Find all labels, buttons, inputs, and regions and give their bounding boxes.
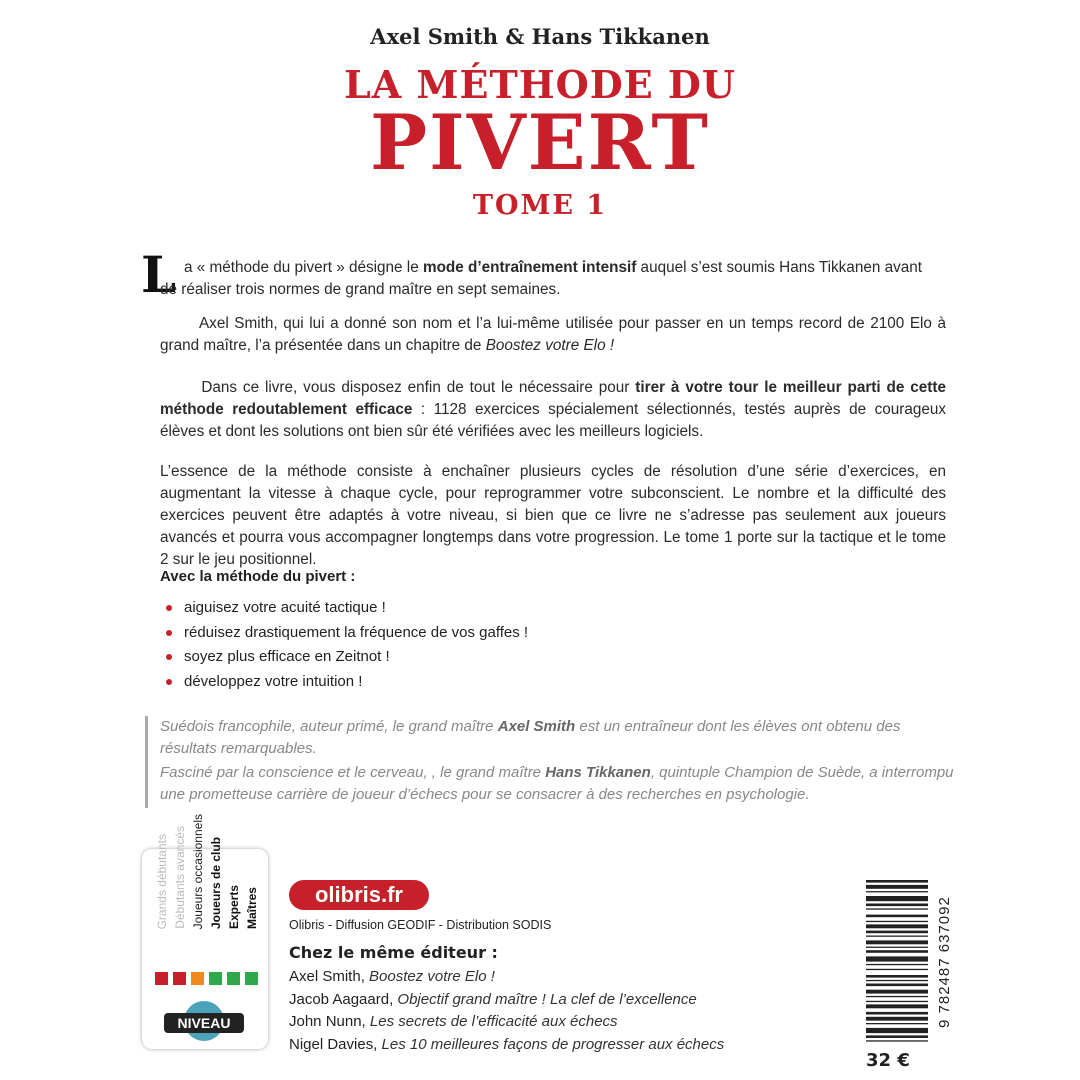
level-square xyxy=(155,972,168,985)
benefits-list xyxy=(160,596,528,694)
text: , quintuple Champion de Suède, a interrompu une prometteuse carrière de joueur d’échecs pour se consacrer à des recherches en psychologie. xyxy=(160,764,954,803)
authors: Axel Smith & Hans Tikkanen xyxy=(370,24,710,49)
level-label: Experts xyxy=(227,884,241,929)
benefits-heading: Avec la méthode du pivert : xyxy=(160,568,356,585)
text: : 1128 exercices spécialement sélectionnés, testés auprès de courageux élèves et dont les solutions ont bien sûr été vérifiées avec les meilleurs logiciels. xyxy=(160,401,946,440)
barcode-bar xyxy=(866,931,928,934)
book-title: Les secrets de l’efficacité aux échecs xyxy=(369,1013,618,1030)
barcode-bar xyxy=(866,980,928,981)
list-item xyxy=(160,596,528,621)
barcode-bar xyxy=(866,908,928,909)
barcode-bar xyxy=(866,1004,928,1008)
barcode-bar xyxy=(866,1012,928,1015)
level-label: Maîtres xyxy=(245,886,259,929)
drop-cap: L xyxy=(141,245,177,304)
level-square xyxy=(191,972,204,985)
distribution: Olibris - Diffusion GEODIF - Distribution SODIS xyxy=(289,918,552,932)
text-bold: tirer à votre tour le meilleur parti de cette méthode redoutablement efficace xyxy=(160,379,947,418)
barcode-bar xyxy=(866,891,928,892)
isbn: 9 782487 637092 xyxy=(936,896,953,1029)
level-label: Joueurs de club xyxy=(209,836,223,929)
author: Nigel Davies, xyxy=(289,1035,378,1053)
barcode-bar xyxy=(866,1035,928,1038)
list-item xyxy=(160,645,528,670)
level-square xyxy=(245,972,258,985)
bullet-icon xyxy=(166,654,172,660)
author: Axel Smith, xyxy=(289,968,365,985)
barcode-bar xyxy=(866,940,928,944)
barcode-bar xyxy=(866,1040,928,1041)
paragraph-3 xyxy=(160,377,946,443)
bullet-icon xyxy=(166,630,172,636)
barcode-bar xyxy=(866,964,928,965)
barcode-bar xyxy=(866,924,928,928)
author-name: Hans Tikkanen xyxy=(545,764,651,781)
title-line-1: LA MÉTHODE DU xyxy=(344,62,736,107)
list-item xyxy=(160,621,528,646)
barcode-bar xyxy=(866,921,928,922)
barcode-bar xyxy=(866,956,928,961)
publisher-site: olibris.fr xyxy=(289,880,429,910)
level-label: Débutants avancés xyxy=(173,826,187,929)
list-item xyxy=(289,1011,724,1034)
text: Fasciné par la conscience et le cerveau, , le grand maître xyxy=(160,764,546,781)
book-title: Boostez votre Elo ! xyxy=(485,337,615,354)
author-bios xyxy=(145,716,960,808)
barcode-bar xyxy=(866,915,928,918)
level-square xyxy=(173,972,186,985)
text: Suédois francophile, auteur primé, le grand maître xyxy=(160,718,498,735)
bio-axel xyxy=(160,716,960,759)
level-label: Grands débutants xyxy=(155,833,169,929)
text: développez votre intuition ! xyxy=(184,672,363,690)
bullet-icon xyxy=(166,679,172,685)
text: Axel Smith, qui lui a donné son nom et l’a lui-même utilisée pour passer en un temps record de 2100 Elo à grand maître, l’a présentée dans un chapitre de xyxy=(160,315,947,354)
related-books xyxy=(289,966,724,1056)
book-title: Boostez votre Elo ! xyxy=(369,968,495,985)
barcode-bar xyxy=(866,990,928,994)
volume: TOME 1 xyxy=(472,190,608,221)
text: a « méthode du pivert » désigne le xyxy=(184,259,423,276)
price: 32 € xyxy=(866,1050,910,1071)
barcode-bar xyxy=(866,1028,928,1033)
author: John Nunn, xyxy=(289,1013,366,1030)
same-publisher-heading: Chez le même éditeur : xyxy=(289,943,498,962)
barcode-bar xyxy=(866,896,928,901)
barcode-bar xyxy=(866,880,928,883)
list-item xyxy=(289,1034,724,1057)
barcode-bar xyxy=(866,936,928,937)
author: Jacob Aagaard, xyxy=(289,990,394,1008)
text: auquel s’est soumis Hans Tikkanen avant xyxy=(636,259,923,276)
book-title: Les 10 meilleures façons de progresser aux échecs xyxy=(381,1035,725,1053)
level-badge: NIVEAU xyxy=(164,1013,244,1033)
barcode-bar xyxy=(866,950,928,953)
paragraph-4: L’essence de la méthode consiste à enchaîner plusieurs cycles de résolution d’une série d’exercices, en augmentant la vitesse à chaque cycle, pour reprogrammer votre subconscient. Le nombre et la difficulté des exercices peuvent être adaptés à votre niveau, si bien que ce livre ne s’adresse pas seulement aux joueurs avancés et pourra vous accompagner longtemps dans votre progression. Le tome 1 porte sur la tactique et le tome 2 sur le jeu positionnel. xyxy=(160,463,946,568)
book-title: Objectif grand maître ! La clef de l’excellence xyxy=(397,990,697,1008)
text-bold: mode d’entraînement intensif xyxy=(422,259,637,276)
level-square xyxy=(227,972,240,985)
text: réduisez drastiquement la fréquence de vos gaffes ! xyxy=(184,623,529,641)
barcode-bar xyxy=(866,969,928,970)
text: soyez plus efficace en Zeitnot ! xyxy=(184,648,390,665)
level-indicator xyxy=(142,813,268,1049)
barcode-bar xyxy=(866,1017,928,1021)
paragraph-2 xyxy=(160,313,946,357)
barcode-bar xyxy=(866,904,928,907)
paragraph-1-end: de réaliser trois normes de grand maître en sept semaines. xyxy=(160,281,561,298)
list-item xyxy=(160,670,528,695)
barcode-bar xyxy=(866,885,928,889)
text: est un entraîneur dont les élèves ont obtenu des résultats remarquables. xyxy=(160,718,901,757)
level-label: Joueurs occasionnels xyxy=(191,813,205,929)
barcode-bar xyxy=(866,1001,928,1002)
author-name: Axel Smith xyxy=(497,718,576,735)
barcode xyxy=(866,880,934,1045)
bio-hans xyxy=(160,762,960,805)
barcode-bar xyxy=(866,996,928,997)
list-item xyxy=(289,989,724,1012)
paragraph-1 xyxy=(184,257,946,279)
level-square xyxy=(209,972,222,985)
list-item xyxy=(289,966,724,989)
barcode-bar xyxy=(866,1023,928,1024)
barcode-bar xyxy=(866,947,928,948)
text: Dans ce livre, vous disposez enfin de tout le nécessaire pour xyxy=(201,379,636,396)
title-line-2: PIVERT xyxy=(370,98,710,187)
barcode-bar xyxy=(866,984,928,987)
text: aiguisez votre acuité tactique ! xyxy=(184,599,386,616)
barcode-bar xyxy=(866,975,928,978)
bullet-icon xyxy=(166,605,172,611)
